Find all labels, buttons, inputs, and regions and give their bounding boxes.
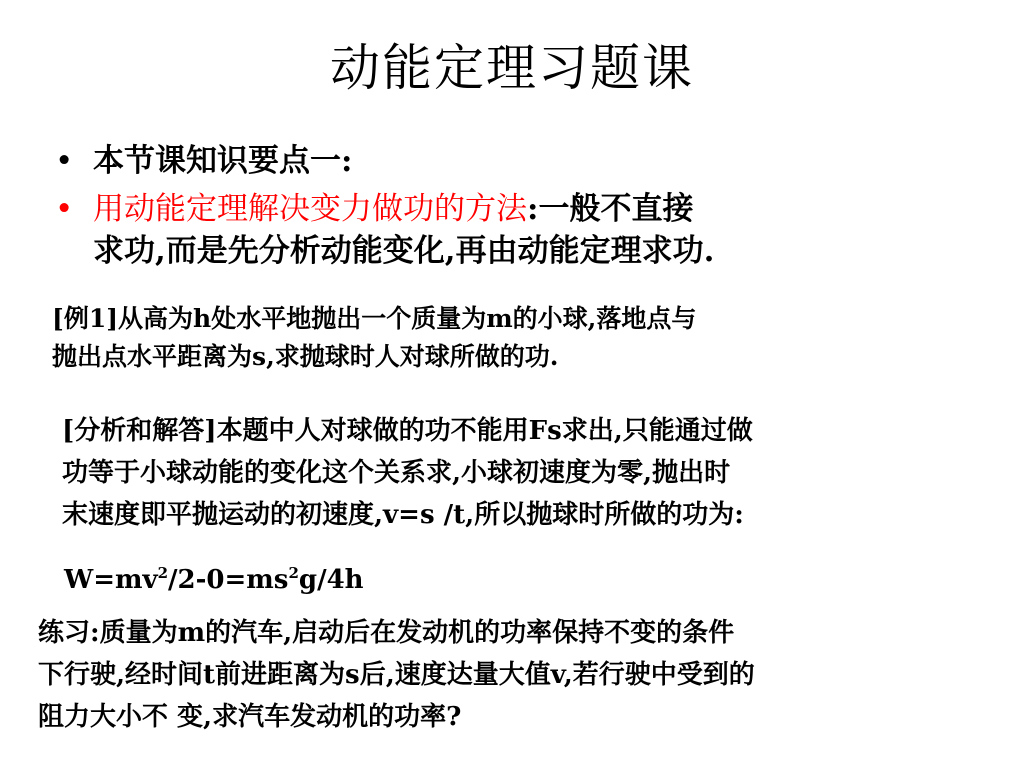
formula-part: g/4h: [298, 565, 364, 595]
example-line: 抛出点水平距离为s,求抛球时人对球所做的功.: [52, 342, 559, 371]
analysis-line: 末速度即平抛运动的初速度,v=s /t,所以抛球时所做的功为:: [62, 500, 744, 530]
analysis-solution: [62, 410, 962, 536]
bullet-marker: •: [55, 191, 74, 227]
example-problem: [52, 300, 932, 376]
work-formula: [64, 553, 364, 600]
exercise-problem: [38, 612, 978, 738]
bullet-text-continued: 求功,而是先分析动能变化,再由动能定理求功.: [93, 233, 715, 269]
exercise-line: 阻力大小不 变,求汽车发动机的功率?: [38, 702, 462, 732]
bullet-item-knowledge-point: [55, 140, 955, 182]
bullet-marker: •: [55, 143, 74, 179]
bullet-list: [55, 140, 955, 272]
formula-superscript: 2: [157, 564, 169, 582]
slide-title: 动能定理习题课: [330, 39, 694, 97]
bullet-text: :一般不直接: [527, 191, 694, 227]
formula-part: W=mv: [64, 565, 158, 595]
exercise-line: 下行驶,经时间t前进距离为s后,速度达量大值v,若行驶中受到的: [38, 660, 755, 690]
formula-part: /2-0=ms: [168, 565, 289, 595]
formula-superscript: 2: [288, 564, 299, 582]
bullet-highlight-text: 用动能定理解决变力做功的方法: [93, 191, 527, 227]
bullet-text: 本节课知识要点一:: [93, 143, 353, 179]
analysis-line: 功等于小球动能的变化这个关系求,小球初速度为零,抛出时: [62, 458, 731, 488]
bullet-item-method: [55, 188, 955, 272]
exercise-line: 练习:质量为m的汽车,启动后在发动机的功率保持不变的条件: [38, 618, 735, 648]
example-line: [例1]从高为h处水平地抛出一个质量为m的小球,落地点与: [52, 304, 697, 333]
analysis-line: [分析和解答]本题中人对球做的功不能用Fs求出,只能通过做: [62, 416, 753, 446]
